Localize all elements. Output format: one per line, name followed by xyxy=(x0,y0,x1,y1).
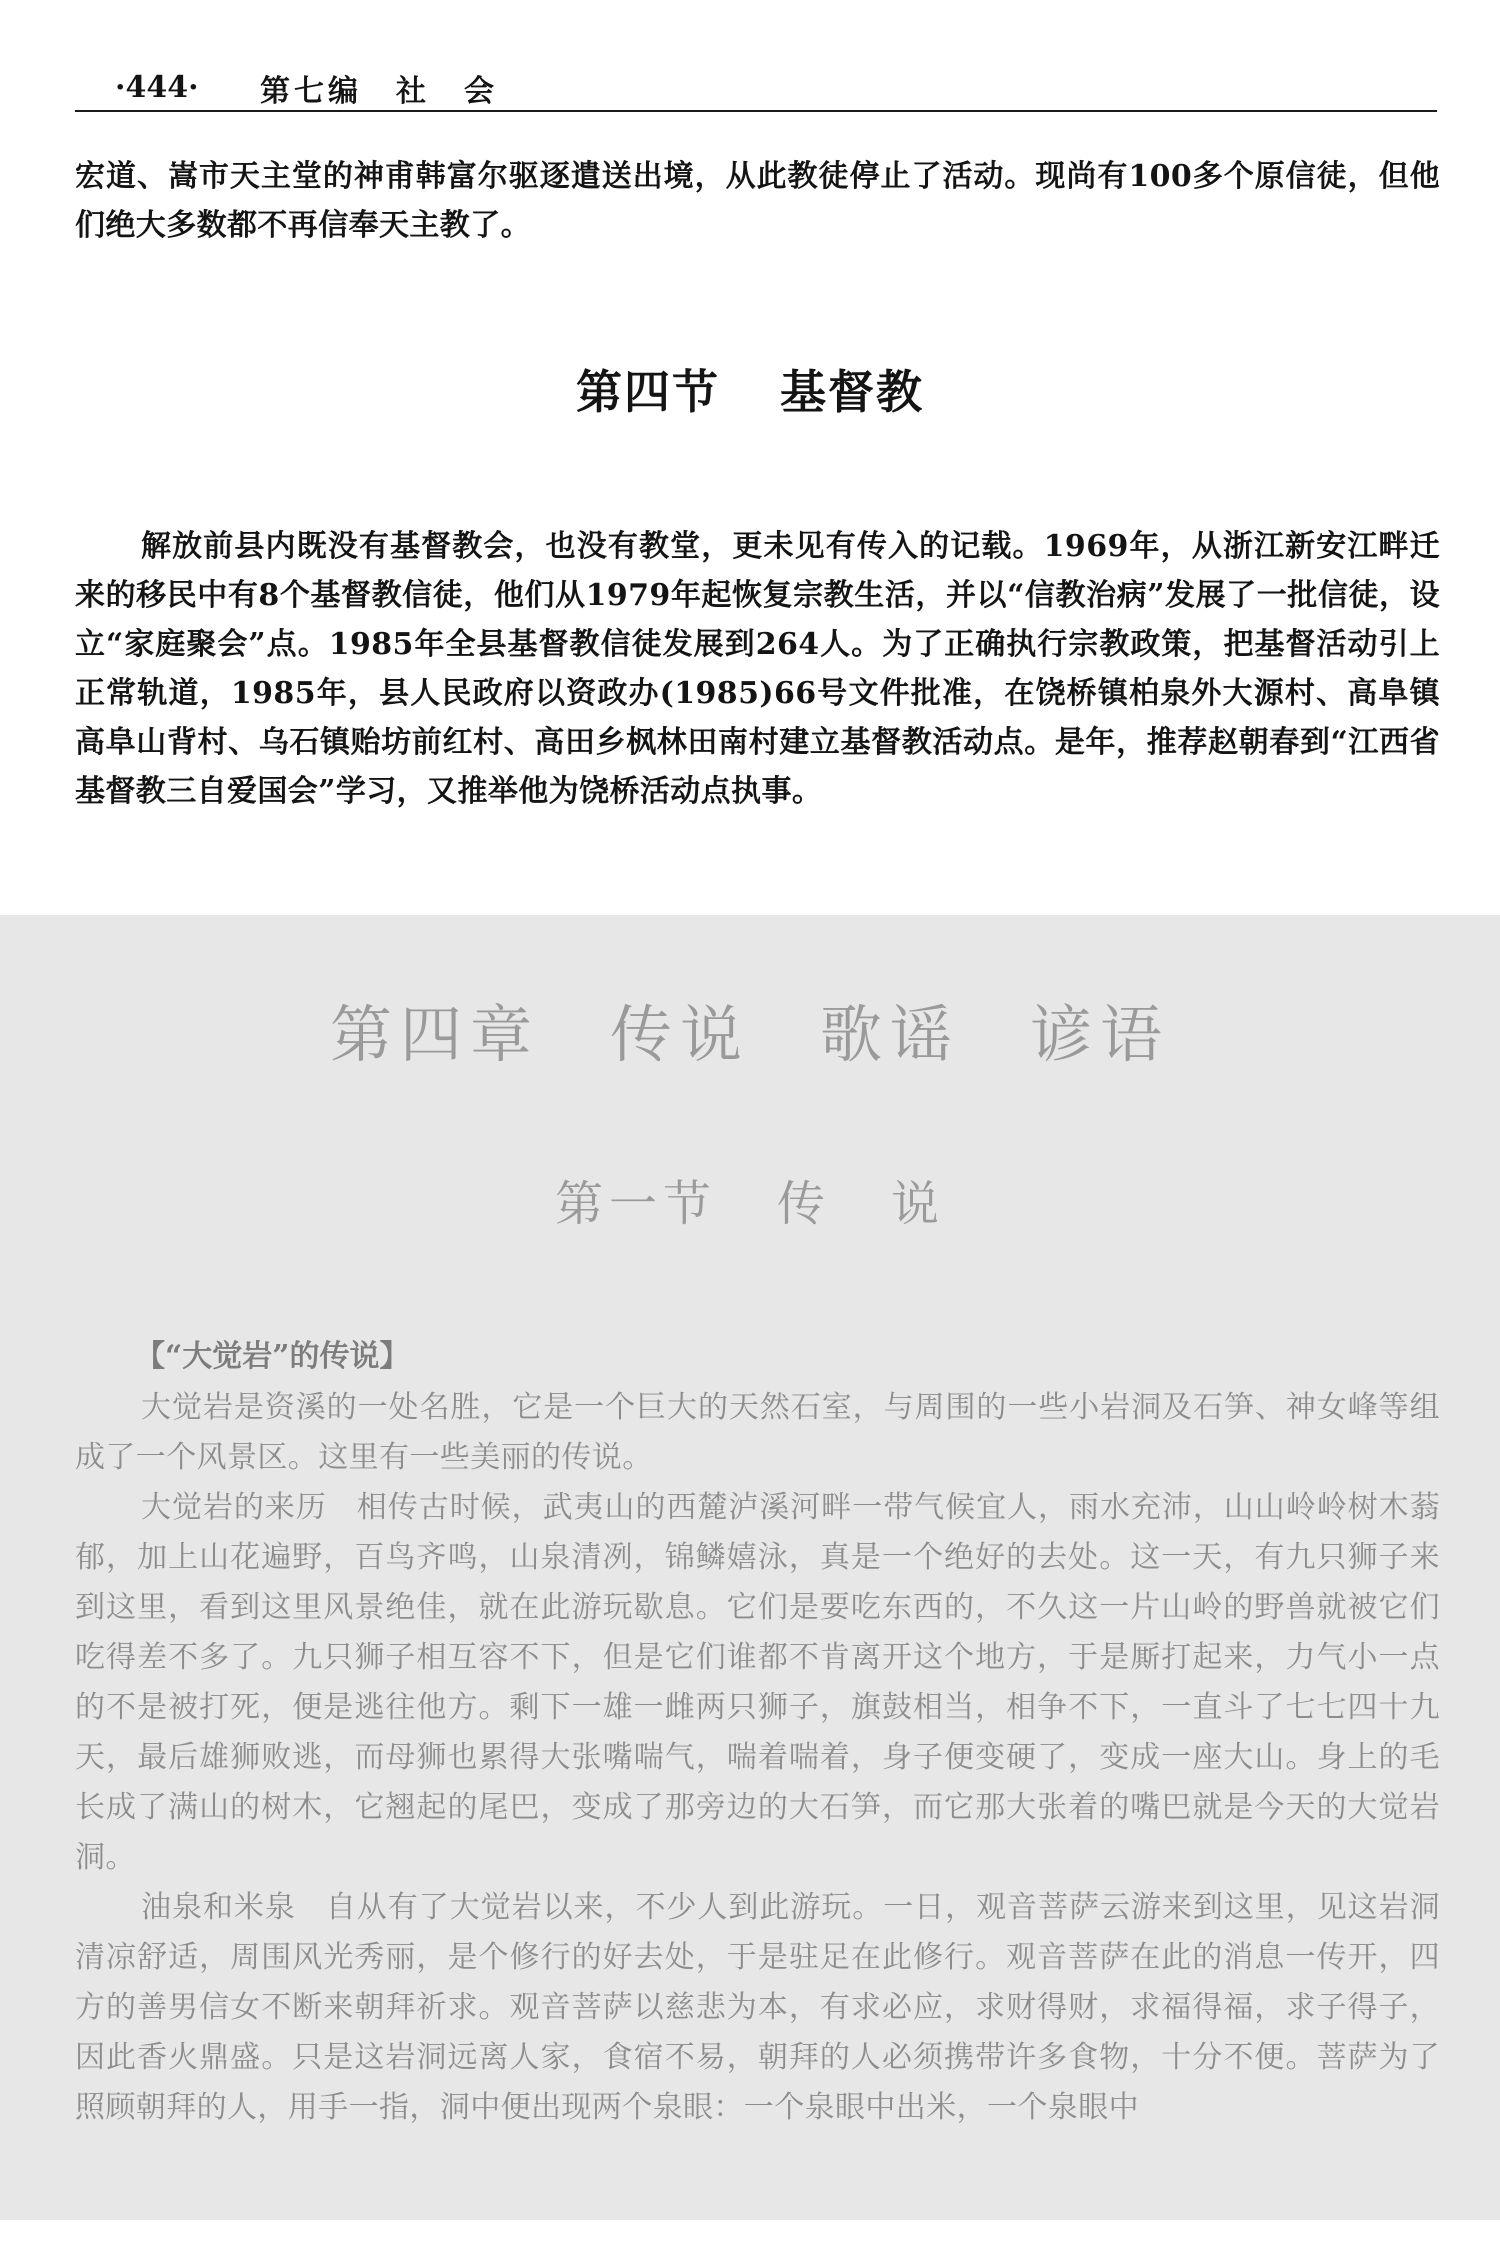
section-number: 第四节 xyxy=(576,365,720,419)
chapter-part-2: 歌谣 xyxy=(820,998,961,1071)
subsection-head: 大觉岩的来历 xyxy=(141,1490,327,1525)
christianity-paragraph: 解放前县内既没有基督教会，也没有教堂，更未见有传入的记载。1969年，从浙江新安江畔迁来的移民中有8个基督教信徒，他们从1979年起恢复宗教生活，并以“信教治病”发展了一批信徒，设立“家庭聚会”点。1985年全县基督教信徒发展到264人。为了正确执行宗教政策，把基督活动引上正常轨道，1985年，县人民政府以资政办(1985)66号文件批准，在饶桥镇柏泉外大源村、高阜镇高阜山背村、乌石镇贻坊前红村、高田乡枫林田南村建立基督教活动点。是年，推荐赵朝春到“江西省基督教三自爱国会”学习，又推举他为饶桥活动点执事。 xyxy=(75,529,1440,809)
subsection-text: 相传古时候，武夷山的西麓泸溪河畔一带气候宜人，雨水充沛，山山岭岭树木蓊郁，加上山花遍野，百鸟齐鸣，山泉清冽，锦鳞嬉泳，真是一个绝好的去处。这一天，有九只狮子来到这里，看到这里风景绝佳，就在此游玩歇息。它们是要吃东西的，不久这一片山岭的野兽就被它们吃得差不多了。九只狮子相互容不下，但是它们谁都不肯离开这个地方，于是厮打起来，力气小一点的不是被打死，便是逃往他方。剩下一雄一雌两只狮子，旗鼓相当，相争不下，一直斗了七七四十九天，最后雄狮败逃，而母狮也累得大张嘴喘气，喘着喘着，身子便变硬了，变成一座大山。身上的毛长成了满山的树木，它翘起的尾巴，变成了那旁边的大石笋，而它那大张着的嘴巴就是今天的大觉岩洞。 xyxy=(75,1490,1441,1875)
chapter-part-1: 传说 xyxy=(609,998,750,1071)
legend-block xyxy=(75,1335,1440,2133)
running-head-title xyxy=(260,66,532,110)
section-heading-christianity xyxy=(0,356,1500,422)
chapter-heading xyxy=(0,985,1500,1074)
legend-origin xyxy=(75,1483,1440,1883)
page-bottom-margin xyxy=(0,2220,1500,2244)
legend-heading: 【“大觉岩”的传说】 xyxy=(135,1339,410,1374)
page-number: ·444· xyxy=(115,70,199,105)
christianity-block xyxy=(75,522,1440,816)
legend-springs xyxy=(75,1883,1440,2133)
section-number: 第一节 xyxy=(554,1176,717,1232)
continuation-block xyxy=(75,152,1440,250)
subsection-text: 自从有了大觉岩以来，不少人到此游玩。一日，观音菩萨云游来到这里，见这岩洞清凉舒适，周围风光秀丽，是个修行的好去处，于是驻足在此修行。观音菩萨在此的消息一传开，四方的善男信女不断来朝拜祈求。观音菩萨以慈悲为本，有求必应，求财得财，求福得福，求子得子，因此香火鼎盛。只是这岩洞远离人家，食宿不易，朝拜的人必须携带许多食物，十分不便。菩萨为了照顾朝拜的人，用手一指，洞中便出现两个泉眼：一个泉眼中出米，一个泉眼中 xyxy=(75,1890,1440,2125)
section-title-char-1: 传 xyxy=(776,1176,831,1232)
part-label: 第七编 xyxy=(260,74,362,109)
section-heading-legends xyxy=(0,1165,1500,1234)
legend-intro: 大觉岩是资溪的一处名胜，它是一个巨大的天然石室，与周围的一些小岩洞及石笋、神女峰等组成了一个风景区。这里有一些美丽的传说。 xyxy=(75,1390,1440,1475)
chapter-panel xyxy=(0,915,1500,2244)
subsection-head: 油泉和米泉 xyxy=(141,1890,296,1925)
section-title: 基督教 xyxy=(780,365,924,419)
subject-char-2: 会 xyxy=(464,74,498,109)
continuation-paragraph: 宏道、嵩市天主堂的神甫韩富尔驱逐遣送出境，从此教徒停止了活动。现尚有100多个原信徒，但他们绝大多数都不再信奉天主教了。 xyxy=(75,159,1440,243)
running-header xyxy=(75,62,1437,112)
section-title-char-2: 说 xyxy=(891,1176,946,1232)
subject-char-1: 社 xyxy=(396,74,430,109)
chapter-number: 第四章 xyxy=(329,998,540,1071)
chapter-part-3: 谚语 xyxy=(1030,998,1171,1071)
